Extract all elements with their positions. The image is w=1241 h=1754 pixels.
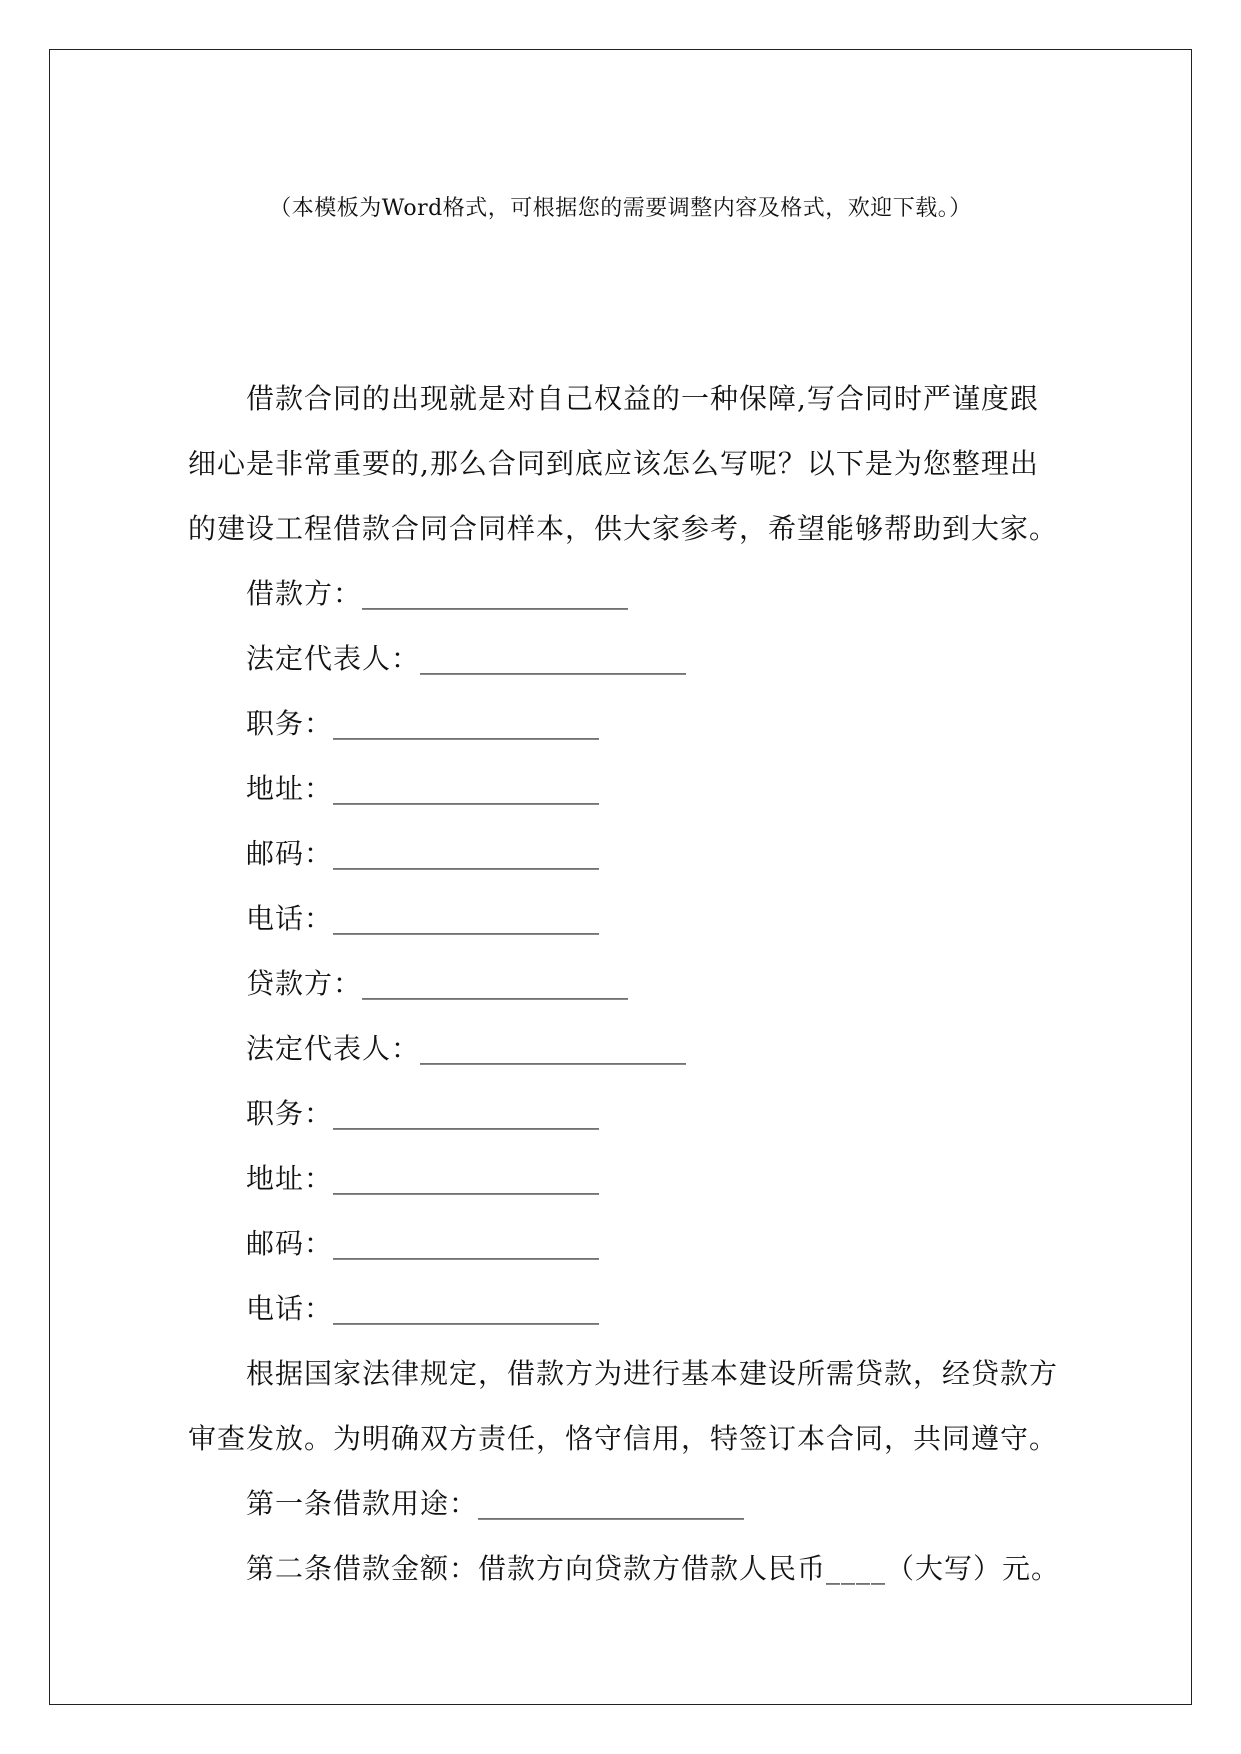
fill-blank[interactable]: ___________________	[333, 902, 600, 935]
fill-blank[interactable]: ___________________	[333, 1292, 600, 1325]
template-note: （本模板为Word格式，可根据您的需要调整内容及格式，欢迎下载。）	[269, 196, 972, 221]
borrower-postcode-field[interactable]	[188, 821, 1078, 886]
field-label: 借款方：	[246, 577, 363, 610]
fill-blank[interactable]: ___________________	[333, 1097, 600, 1130]
contract-body	[188, 366, 1078, 1601]
fill-blank[interactable]: ___________________	[362, 967, 629, 1000]
fill-blank[interactable]: ___________________	[420, 1032, 687, 1065]
article-1-purpose[interactable]	[188, 1471, 1078, 1536]
fill-blank[interactable]: ___________________	[362, 577, 629, 610]
lender-party-field[interactable]	[188, 951, 1078, 1016]
basis-line-1: 根据国家法律规定，借款方为进行基本建设所需贷款，经贷款方	[246, 1357, 1059, 1390]
borrower-phone-field[interactable]	[188, 886, 1078, 951]
fill-blank[interactable]: ___________________	[333, 1162, 600, 1195]
fill-blank[interactable]: ___________________	[333, 837, 600, 870]
fill-blank[interactable]: ___________________	[420, 642, 687, 675]
fill-blank[interactable]: ___________________	[333, 772, 600, 805]
lender-rep-field[interactable]	[188, 1016, 1078, 1081]
intro-line-3: 的建设工程借款合同合同样本，供大家参考，希望能够帮助到大家。	[188, 512, 1059, 545]
intro-paragraph	[188, 366, 1078, 561]
borrower-address-field[interactable]	[188, 756, 1078, 821]
lender-postcode-field[interactable]	[188, 1211, 1078, 1276]
field-label: 贷款方：	[246, 967, 363, 1000]
intro-line-1: 借款合同的出现就是对自己权益的一种保障,写合同时严谨度跟	[246, 382, 1039, 415]
borrower-party-field[interactable]	[188, 561, 1078, 626]
article-2-amount: 第二条借款金额：借款方向贷款方借款人民币____（大写）元。	[246, 1552, 1061, 1585]
lender-title-field[interactable]	[188, 1081, 1078, 1146]
fill-blank[interactable]: ___________________	[333, 1227, 600, 1260]
fill-blank[interactable]: ___________________	[478, 1487, 745, 1520]
borrower-rep-field[interactable]	[188, 626, 1078, 691]
field-label: 地址：	[246, 1162, 334, 1195]
field-label: 地址：	[246, 772, 334, 805]
borrower-title-field[interactable]	[188, 691, 1078, 756]
field-label: 邮码：	[246, 837, 334, 870]
basis-line-2: 审查发放。为明确双方责任，恪守信用，特签订本合同，共同遵守。	[188, 1422, 1059, 1455]
field-label: 法定代表人：	[246, 1032, 421, 1065]
fill-blank[interactable]: ___________________	[333, 707, 600, 740]
lender-phone-field[interactable]	[188, 1276, 1078, 1341]
field-label: 电话：	[246, 1292, 334, 1325]
intro-line-2: 细心是非常重要的,那么合同到底应该怎么写呢？以下是为您整理出	[188, 447, 1039, 480]
field-label: 邮码：	[246, 1227, 334, 1260]
field-label: 职务：	[246, 1097, 334, 1130]
article-1-label: 第一条借款用途：	[246, 1487, 479, 1520]
basis-paragraph	[188, 1341, 1078, 1471]
field-label: 电话：	[246, 902, 334, 935]
field-label: 法定代表人：	[246, 642, 421, 675]
lender-address-field[interactable]	[188, 1146, 1078, 1211]
field-label: 职务：	[246, 707, 334, 740]
